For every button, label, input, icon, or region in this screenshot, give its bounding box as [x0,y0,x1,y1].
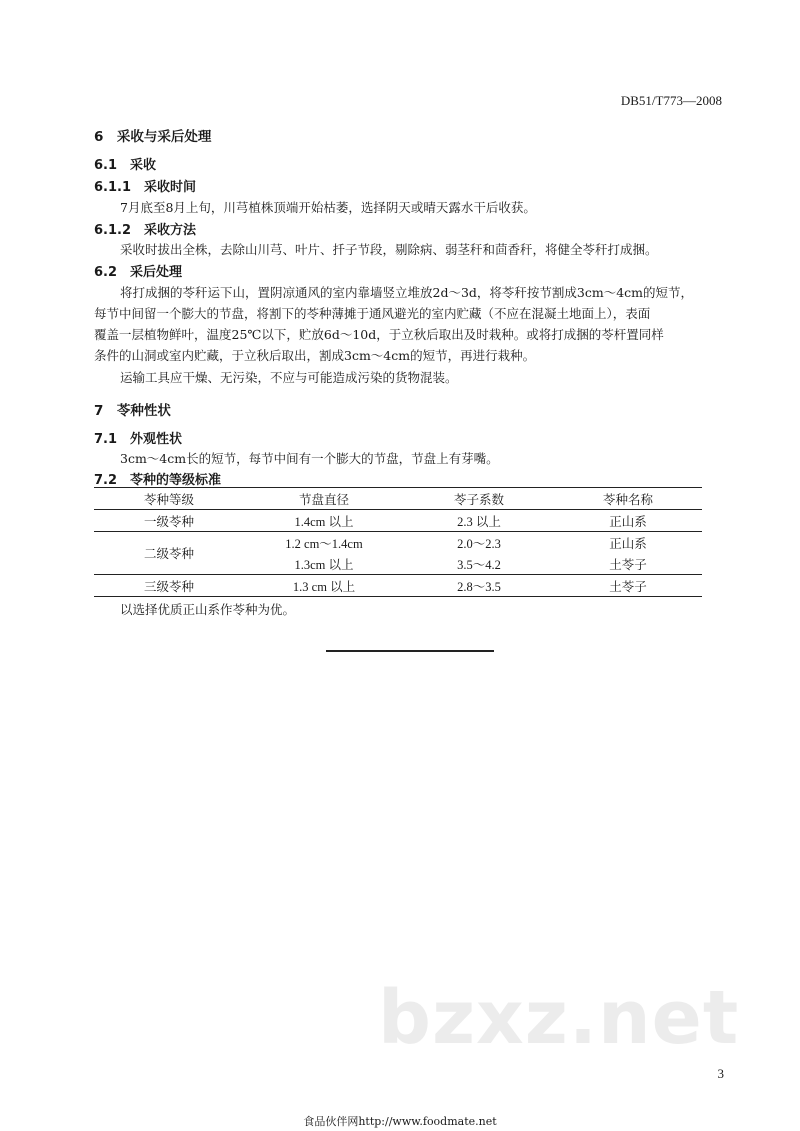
section-7-1-heading: 7.1 外观性状 [94,432,183,447]
paragraph-appearance: 3cm～4cm长的短节，每节中间有一个膨大的节盘，节盘上有芽嘴。 [120,451,499,466]
page-number: 3 [717,1066,724,1081]
table-row [94,575,702,597]
grade-standard-table [94,487,702,597]
cell-grade: 一级苓种 [143,513,194,529]
standard-number: DB51/T773—2008 [620,93,722,108]
paragraph-harvest-method: 采收时拔出全株，去除山川芎、叶片、扦子节段，剔除病、弱茎秆和茴香秆，将健全苓秆打成捆。 [120,242,658,257]
paragraph-post-harvest-line-2: 每节中间留一个膨大的节盘，将割下的苓种薄摊于通风避光的室内贮藏（不应在混凝土地面上），表面 [94,306,651,321]
section-6-1-1-heading: 6.1.1 采收时间 [94,180,197,195]
cell-grade: 三级苓种 [94,575,244,597]
cell-grade: 二级苓种 [94,532,244,575]
section-7-2-heading: 7.2 苓种的等级标准 [94,473,222,488]
cell-diameter: 1.3 cm 以上 [244,575,404,597]
cell-diameter: 1.2 cm～1.4cm [244,532,404,554]
section-6-2-heading: 6.2 采后处理 [94,265,183,280]
cell-coefficient: 3.5～4.2 [457,557,501,572]
section-6-1-2-heading: 6.1.2 采收方法 [94,223,197,238]
paragraph-harvest-time: 7月底至8月上旬，川芎植株顶端开始枯萎，选择阴天或晴天露水干后收获。 [120,200,536,215]
source-footer: 食品伙伴网http://www.foodmate.net [303,1115,497,1128]
paragraph-transport: 运输工具应干燥、无污染，不应与可能造成污染的货物混装。 [120,370,458,385]
cell-name: 正山系 [554,532,702,554]
table-row [94,510,702,532]
cell-coefficient: 2.3 以上 [457,514,501,529]
paragraph-post-harvest-line-3: 覆盖一层植物鲜叶，温度25℃以下，贮放6d～10d，于立秋后取出及时栽种。或将打成捆的苓杆置同样 [94,327,664,342]
cell-diameter: 1.3cm 以上 [294,557,354,572]
header-diameter: 节盘直径 [244,488,404,510]
cell-diameter: 1.4cm 以上 [294,514,354,529]
header-coefficient: 苓子系数 [404,488,554,510]
end-rule [326,650,494,652]
cell-name: 正山系 [609,513,647,529]
section-7-heading: 7 苓种性状 [94,403,171,419]
table-note: 以选择优质正山系作苓种为优。 [120,602,296,617]
header-grade: 苓种等级 [94,488,244,510]
table-row [94,532,702,554]
table-header-row [94,488,702,510]
paragraph-post-harvest-line-4: 条件的山洞或室内贮藏，于立秋后取出，割成3cm～4cm的短节，再进行栽种。 [94,348,536,363]
cell-coefficient: 2.8～3.5 [404,575,554,597]
header-name: 苓种名称 [554,488,702,510]
paragraph-post-harvest-line-1: 将打成捆的苓秆运下山，置阴凉通风的室内靠墙竖立堆放2d～3d，将苓秆按节割成3cm～4cm的短节， [120,285,694,300]
watermark: bzxz.net [378,975,740,1061]
section-6-heading: 6 采收与采后处理 [94,129,212,145]
section-6-1-heading: 6.1 采收 [94,158,157,173]
cell-coefficient: 2.0～2.3 [404,532,554,554]
cell-name: 土苓子 [609,556,647,572]
cell-name: 土苓子 [554,575,702,597]
